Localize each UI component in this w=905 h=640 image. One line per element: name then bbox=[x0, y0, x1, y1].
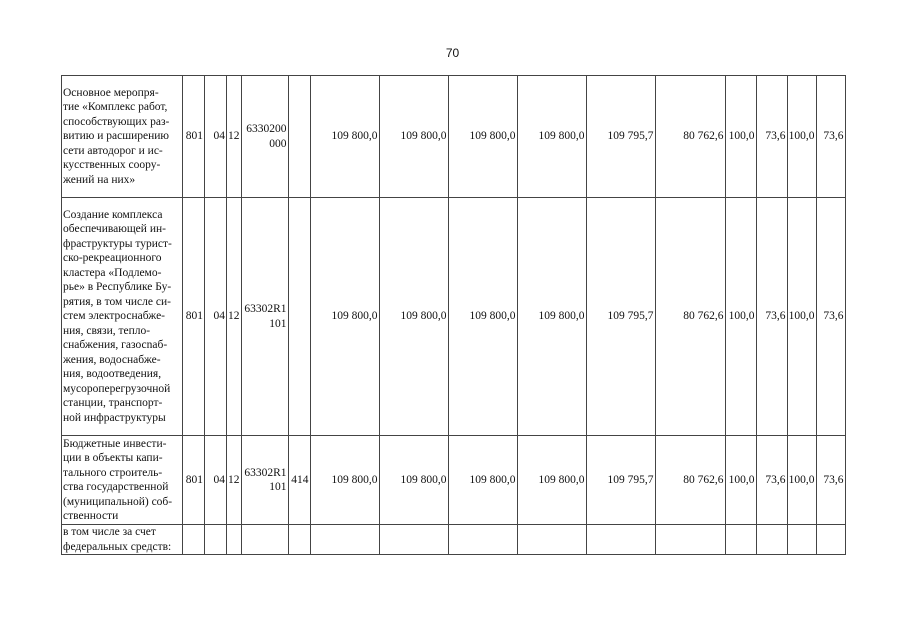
amount-col-4: 109 800,0 bbox=[517, 436, 586, 525]
amount-col-1 bbox=[310, 525, 379, 555]
percent-col-4: 73,6 bbox=[816, 198, 845, 436]
amount-col-5 bbox=[586, 525, 655, 555]
row-description: Бюджетные инвести- ции в объекты капи- тального строитель- ства государственной (муниципальной) соб- ственности bbox=[62, 436, 183, 525]
amount-col-1: 109 800,0 bbox=[310, 436, 379, 525]
target-article-code: 63302R1 101 bbox=[241, 198, 288, 436]
subsection-code: 12 bbox=[227, 436, 242, 525]
amount-col-3: 109 800,0 bbox=[448, 436, 517, 525]
percent-col-4: 73,6 bbox=[816, 436, 845, 525]
percent-col-3: 100,0 bbox=[787, 76, 816, 198]
row-description: Создание комплекса обеспечивающей ин- фраструктуры турист- ско-рекреационного кластера «Подлемо- рье» в Республике Бу- рятия, в том числе си- стем электроснабже- ния, связи, тепло- снабжения, газосnаб- жения, водоснабже- ния, водоотведения, мусороперегрузочной станции, транспорт- ной инфраструктуры bbox=[62, 198, 183, 436]
amount-col-5: 109 795,7 bbox=[586, 76, 655, 198]
table-row bbox=[62, 436, 846, 525]
section-code bbox=[205, 525, 227, 555]
amount-col-6 bbox=[655, 525, 725, 555]
section-code: 04 bbox=[205, 436, 227, 525]
percent-col-3 bbox=[787, 525, 816, 555]
percent-col-2: 73,6 bbox=[756, 436, 787, 525]
amount-col-3: 109 800,0 bbox=[448, 198, 517, 436]
section-code: 04 bbox=[205, 198, 227, 436]
percent-col-1: 100,0 bbox=[725, 436, 756, 525]
expense-type-code: 414 bbox=[288, 436, 310, 525]
percent-col-2: 73,6 bbox=[756, 198, 787, 436]
amount-col-2: 109 800,0 bbox=[379, 198, 448, 436]
amount-col-3: 109 800,0 bbox=[448, 76, 517, 198]
percent-col-2 bbox=[756, 525, 787, 555]
section-code: 04 bbox=[205, 76, 227, 198]
row-description: в том числе за счет федеральных средств: bbox=[62, 525, 183, 555]
amount-col-2: 109 800,0 bbox=[379, 76, 448, 198]
amount-col-1: 109 800,0 bbox=[310, 198, 379, 436]
amount-col-6: 80 762,6 bbox=[655, 76, 725, 198]
expense-type-code bbox=[288, 198, 310, 436]
grbs-code: 801 bbox=[183, 436, 205, 525]
amount-col-1: 109 800,0 bbox=[310, 76, 379, 198]
target-article-code bbox=[241, 525, 288, 555]
table-row bbox=[62, 198, 846, 436]
expense-type-code bbox=[288, 76, 310, 198]
amount-col-2 bbox=[379, 525, 448, 555]
percent-col-1: 100,0 bbox=[725, 198, 756, 436]
percent-col-2: 73,6 bbox=[756, 76, 787, 198]
amount-col-3 bbox=[448, 525, 517, 555]
percent-col-4: 73,6 bbox=[816, 76, 845, 198]
subsection-code: 12 bbox=[227, 198, 242, 436]
amount-col-4: 109 800,0 bbox=[517, 76, 586, 198]
amount-col-4 bbox=[517, 525, 586, 555]
percent-col-1: 100,0 bbox=[725, 76, 756, 198]
percent-col-3: 100,0 bbox=[787, 198, 816, 436]
amount-col-5: 109 795,7 bbox=[586, 198, 655, 436]
grbs-code: 801 bbox=[183, 76, 205, 198]
table-row bbox=[62, 525, 846, 555]
percent-col-3: 100,0 bbox=[787, 436, 816, 525]
table-row bbox=[62, 76, 846, 198]
grbs-code bbox=[183, 525, 205, 555]
budget-table bbox=[61, 75, 846, 555]
percent-col-4 bbox=[816, 525, 845, 555]
row-description: Основное меропря- тие «Комплекс работ, способствующих раз- витию и расширению сети автодорог и ис- кусственных соору- жений на них» bbox=[62, 76, 183, 198]
amount-col-6: 80 762,6 bbox=[655, 198, 725, 436]
target-article-code: 6330200 000 bbox=[241, 76, 288, 198]
amount-col-4: 109 800,0 bbox=[517, 198, 586, 436]
amount-col-2: 109 800,0 bbox=[379, 436, 448, 525]
grbs-code: 801 bbox=[183, 198, 205, 436]
subsection-code: 12 bbox=[227, 76, 242, 198]
amount-col-6: 80 762,6 bbox=[655, 436, 725, 525]
subsection-code bbox=[227, 525, 242, 555]
percent-col-1 bbox=[725, 525, 756, 555]
page-number: 70 bbox=[445, 46, 460, 60]
expense-type-code bbox=[288, 525, 310, 555]
target-article-code: 63302R1 101 bbox=[241, 436, 288, 525]
amount-col-5: 109 795,7 bbox=[586, 436, 655, 525]
